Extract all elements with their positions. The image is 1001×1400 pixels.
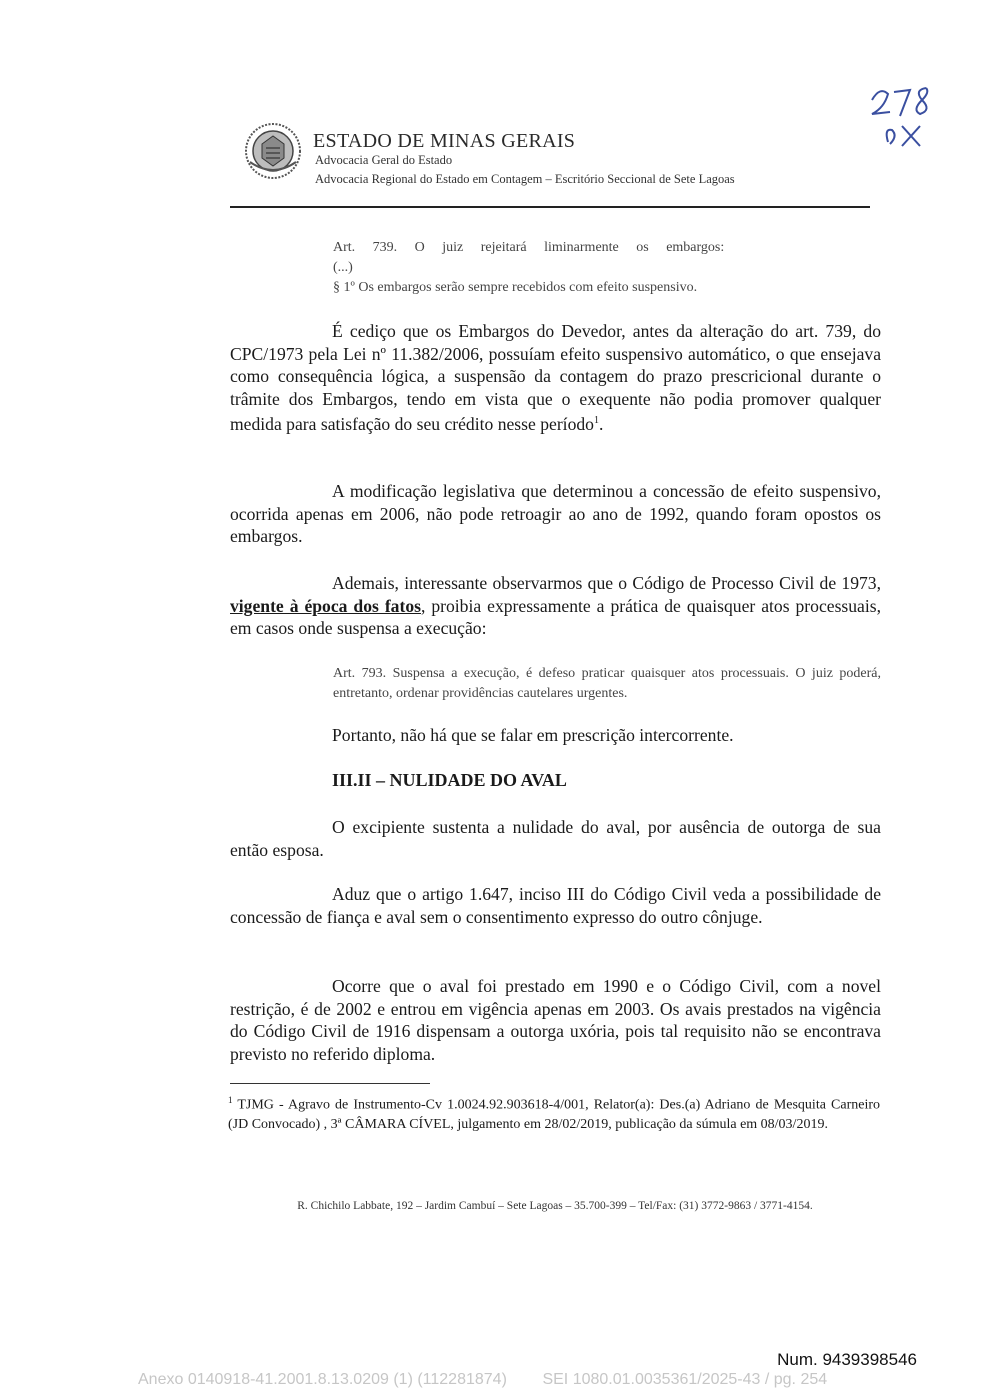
handwritten-page-number-icon [866,80,946,150]
paragraph-7-text: Ocorre que o aval foi prestado em 1990 e o Código Civil, com a novel restrição, é de 2002 e entrou em vigência apenas em 2003. Os avais prestados na vigência do Código Civil de 1916 dispensam a outorga uxória, pois tal requisito não se encontrava previsto no referido diploma. [230,976,881,1064]
paragraph-3-text-a: Ademais, interessante observarmos que o Código de Processo Civil de 1973, [332,573,881,593]
footnote-mark: 1 [228,1095,233,1105]
footnote-1 [228,1091,880,1134]
quote-art-739 [333,238,881,298]
quote-art-739-line3: § 1º Os embargos serão sempre recebidos com efeito suspensivo. [333,280,698,295]
footnote-text: TJMG - Agravo de Instrumento-Cv 1.0024.92.903618-4/001, Relator(a): Des.(a) Adriano de Mesquita Carneiro (JD Convocado) , 3ª CÂMARA CÍVEL, julgamento em 28/02/2019, publicação da súmula em 08/03/2019. [228,1097,880,1132]
document-number-stamp: Num. 9439398546 [777,1350,917,1369]
paragraph-2-text: A modificação legislativa que determinou a concessão de efeito suspensivo, ocorrida apenas em 2006, não pode retroagir ao ano de 1992, quando foram opostos os embargos. [230,481,881,547]
attachment-reference-stamp: Anexo 0140918-41.2001.8.13.0209 (1) (112281874) SEI 1080.01.0035361/2025-43 / pg. 254 [138,1371,828,1388]
paragraph-5-text: O excipiente sustenta a nulidade do aval, por ausência de outorga de sua então esposa. [230,817,881,860]
quote-art-739-line2: (...) [333,260,353,275]
section-heading-nulidade-aval: III.II – NULIDADE DO AVAL [332,770,567,790]
paragraph-excipiente [230,816,881,861]
paragraph-1-end: . [598,414,604,435]
footnote-divider [230,1083,430,1084]
footnote-ref-1[interactable]: 1 [593,415,599,427]
paragraph-1-text: É cediço que os Embargos do Devedor, antes da alteração do art. 739, do CPC/1973 pela Lei nº 11.382/2006, possuíam efeito suspensivo automático, o que ensejava como consequência lógica, a suspensão da contagem do prazo prescricional durante o trâmite dos Embargos, tendo em vista que o exequente não podia promover qualquer medida para satisfação do seu crédito nesse período [230,321,881,435]
header-title: ESTADO DE MINAS GERAIS [313,130,576,152]
header-divider [230,206,870,208]
paragraph-3-emphasis: vigente à época dos fatos [230,595,421,616]
state-coat-of-arms-icon [244,122,302,180]
paragraph-embargos-suspensivo [230,320,881,436]
paragraph-artigo-1647 [230,883,881,928]
paragraph-aval-1990 [230,975,881,1065]
quote-art-793: Art. 793. Suspensa a execução, é defeso praticar quaisquer atos processuais. O juiz poderá, entretanto, ordenar providências cautelares urgentes. [333,666,881,701]
quote-art-739-line1: Art. 739. O juiz rejeitará liminarmente os embargos: [333,240,725,255]
header-subtitle-agency: Advocacia Geral do Estado [315,153,453,167]
paragraph-modificacao-legislativa [230,480,881,548]
paragraph-3-text-b: , proibia expressamente a prática de quaisquer atos processuais, em casos onde suspensa a execução: [230,595,882,639]
office-address: R. Chichilo Labbate, 192 – Jardim Cambuí – Sete Lagoas – 35.700-399 – Tel/Fax: (31) 3772-9863 / 3771-4154. [297,1200,813,1212]
header-subtitle-office: Advocacia Regional do Estado em Contagem – Escritório Seccional de Sete Lagoas [315,172,735,186]
paragraph-conclusao-prescricao: Portanto, não há que se falar em prescrição intercorrente. [332,725,734,745]
paragraph-cpc-1973 [230,572,881,640]
paragraph-6-text: Aduz que o artigo 1.647, inciso III do Código Civil veda a possibilidade de concessão de fiança e aval sem o consentimento expresso do outro cônjuge. [230,884,881,927]
